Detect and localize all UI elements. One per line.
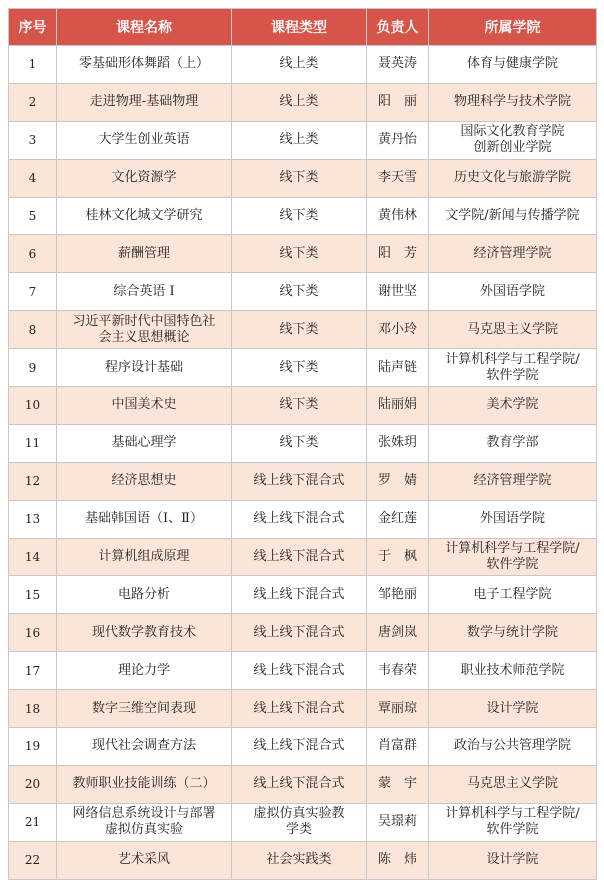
header-course-name: 课程名称 [57,9,232,46]
cell-no: 3 [9,121,57,159]
cell-course-name: 薪酬管理 [57,235,232,273]
cell-course-name: 网络信息系统设计与部署 虚拟仿真实验 [57,803,232,841]
cell-course-name: 经济思想史 [57,462,232,500]
cell-no: 6 [9,235,57,273]
cell-no: 19 [9,728,57,766]
cell-lead: 覃丽琼 [367,690,429,728]
cell-course-type: 线上类 [232,83,367,121]
cell-college: 计算机科学与工程学院/ 软件学院 [429,349,597,387]
cell-lead: 邓小玲 [367,311,429,349]
cell-course-type: 虚拟仿真实验教 学类 [232,803,367,841]
cell-college: 计算机科学与工程学院/ 软件学院 [429,538,597,576]
cell-lead: 陆丽娟 [367,387,429,425]
table-header [9,9,597,46]
cell-course-type: 线下类 [232,387,367,425]
cell-lead: 李天雪 [367,159,429,197]
cell-college: 历史文化与旅游学院 [429,159,597,197]
table-row [9,83,597,121]
cell-lead: 张姝玥 [367,424,429,462]
cell-course-type: 线下类 [232,424,367,462]
cell-course-name: 文化资源学 [57,159,232,197]
table-row [9,765,597,803]
cell-lead: 邹艳丽 [367,576,429,614]
cell-no: 16 [9,614,57,652]
cell-college: 体育与健康学院 [429,46,597,84]
cell-course-name: 现代数学教育技术 [57,614,232,652]
cell-college: 设计学院 [429,690,597,728]
cell-course-name: 习近平新时代中国特色社 会主义思想概论 [57,311,232,349]
cell-course-name: 电路分析 [57,576,232,614]
cell-course-type: 线上线下混合式 [232,462,367,500]
cell-lead: 聂英涛 [367,46,429,84]
cell-course-type: 线上线下混合式 [232,765,367,803]
cell-college: 职业技术师范学院 [429,652,597,690]
course-table-container [8,8,596,880]
cell-college: 外国语学院 [429,273,597,311]
cell-lead: 韦春荣 [367,652,429,690]
cell-lead: 罗 婧 [367,462,429,500]
header-college: 所属学院 [429,9,597,46]
table-row [9,387,597,425]
cell-course-name: 数字三维空间表现 [57,690,232,728]
table-row [9,197,597,235]
cell-college: 计算机科学与工程学院/ 软件学院 [429,803,597,841]
cell-course-type: 线上线下混合式 [232,614,367,652]
cell-course-type: 线下类 [232,235,367,273]
table-row [9,235,597,273]
cell-course-type: 线上线下混合式 [232,652,367,690]
cell-college: 美术学院 [429,387,597,425]
cell-no: 22 [9,841,57,879]
cell-lead: 蒙 宇 [367,765,429,803]
table-row [9,273,597,311]
cell-course-name: 程序设计基础 [57,349,232,387]
cell-course-name: 走进物理-基础物理 [57,83,232,121]
cell-course-name: 综合英语 I [57,273,232,311]
cell-lead: 阳 丽 [367,83,429,121]
table-row [9,424,597,462]
cell-college: 数学与统计学院 [429,614,597,652]
cell-course-name: 桂林文化城文学研究 [57,197,232,235]
cell-college: 物理科学与技术学院 [429,83,597,121]
cell-course-name: 中国美术史 [57,387,232,425]
table-row [9,159,597,197]
cell-college: 经济管理学院 [429,462,597,500]
cell-course-name: 基础心理学 [57,424,232,462]
cell-college: 设计学院 [429,841,597,879]
cell-course-type: 线下类 [232,273,367,311]
cell-college: 外国语学院 [429,500,597,538]
cell-course-type: 线上类 [232,121,367,159]
cell-course-name: 计算机组成原理 [57,538,232,576]
cell-no: 20 [9,765,57,803]
cell-no: 15 [9,576,57,614]
cell-no: 2 [9,83,57,121]
cell-no: 21 [9,803,57,841]
cell-lead: 金红莲 [367,500,429,538]
cell-lead: 于 枫 [367,538,429,576]
cell-no: 13 [9,500,57,538]
cell-course-type: 社会实践类 [232,841,367,879]
cell-course-name: 现代社会调查方法 [57,728,232,766]
cell-lead: 肖富群 [367,728,429,766]
header-course-type: 课程类型 [232,9,367,46]
table-row [9,803,597,841]
cell-course-name: 大学生创业英语 [57,121,232,159]
cell-college: 马克思主义学院 [429,311,597,349]
cell-course-type: 线上线下混合式 [232,538,367,576]
cell-lead: 陆声链 [367,349,429,387]
table-row [9,500,597,538]
cell-lead: 黄伟林 [367,197,429,235]
cell-course-type: 线上线下混合式 [232,690,367,728]
cell-college: 国际文化教育学院 创新创业学院 [429,121,597,159]
cell-course-name: 教师职业技能训练（二） [57,765,232,803]
table-row [9,614,597,652]
cell-course-type: 线下类 [232,159,367,197]
cell-no: 9 [9,349,57,387]
cell-course-name: 理论力学 [57,652,232,690]
cell-no: 7 [9,273,57,311]
cell-lead: 阳 芳 [367,235,429,273]
table-row [9,576,597,614]
cell-lead: 唐剑岚 [367,614,429,652]
cell-lead: 陈 炜 [367,841,429,879]
table-row [9,349,597,387]
cell-college: 文学院/新闻与传播学院 [429,197,597,235]
course-table [8,8,597,880]
table-row [9,121,597,159]
cell-college: 教育学部 [429,424,597,462]
cell-college: 电子工程学院 [429,576,597,614]
cell-college: 马克思主义学院 [429,765,597,803]
cell-no: 5 [9,197,57,235]
cell-course-type: 线下类 [232,311,367,349]
cell-course-type: 线上线下混合式 [232,576,367,614]
cell-course-name: 基础韩国语（Ⅰ、Ⅱ） [57,500,232,538]
cell-course-name: 零基础形体舞蹈（上） [57,46,232,84]
cell-no: 8 [9,311,57,349]
cell-no: 12 [9,462,57,500]
table-row [9,728,597,766]
cell-no: 18 [9,690,57,728]
cell-no: 10 [9,387,57,425]
table-row [9,652,597,690]
cell-no: 1 [9,46,57,84]
cell-course-type: 线下类 [232,349,367,387]
cell-course-type: 线下类 [232,197,367,235]
cell-college: 政治与公共管理学院 [429,728,597,766]
cell-course-type: 线上线下混合式 [232,728,367,766]
table-body [9,46,597,880]
header-no: 序号 [9,9,57,46]
table-row [9,690,597,728]
table-row [9,841,597,879]
cell-no: 17 [9,652,57,690]
cell-course-type: 线上线下混合式 [232,500,367,538]
cell-lead: 谢世坚 [367,273,429,311]
cell-no: 14 [9,538,57,576]
cell-course-type: 线上类 [232,46,367,84]
table-row [9,311,597,349]
table-row [9,462,597,500]
cell-no: 11 [9,424,57,462]
cell-lead: 吴璟莉 [367,803,429,841]
table-row [9,538,597,576]
table-row [9,46,597,84]
cell-no: 4 [9,159,57,197]
cell-college: 经济管理学院 [429,235,597,273]
cell-course-name: 艺术采风 [57,841,232,879]
cell-lead: 黄丹怡 [367,121,429,159]
header-lead: 负责人 [367,9,429,46]
